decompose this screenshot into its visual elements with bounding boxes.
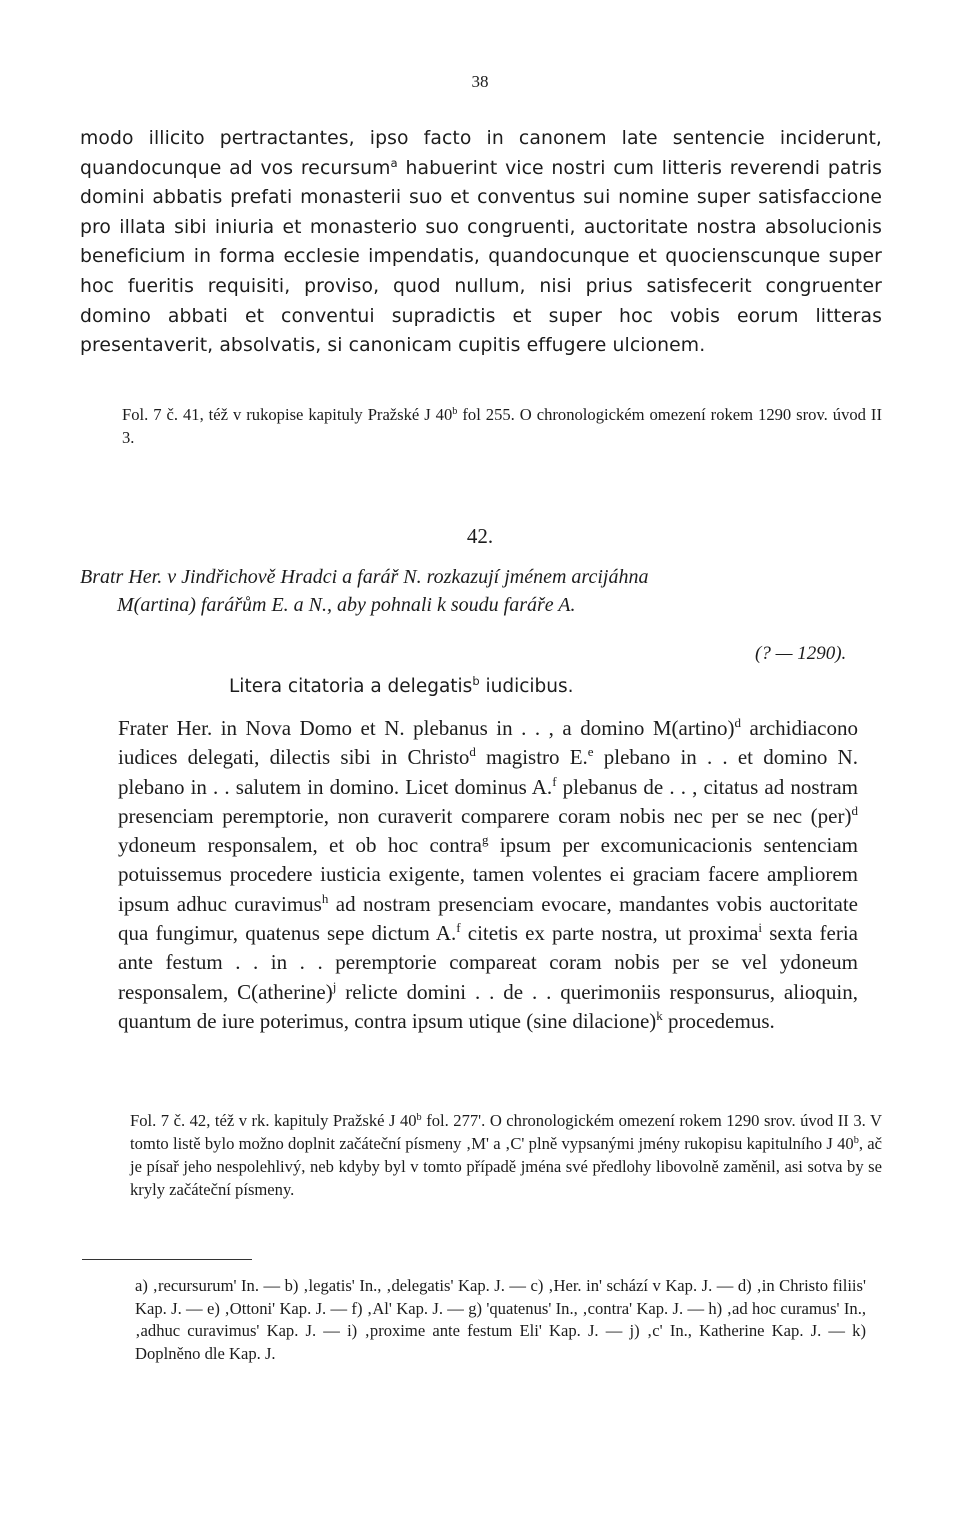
- footnote-marker: i: [758, 920, 763, 936]
- document-text: Frater Her. in Nova Domo et N. plebanus in . . , a domino M(artino)$^d$ archidiacono iudices delegati, dilectis sibi in Christo$^d$ magistro E.$^e$ plebano in . . et domino N. plebano in . . salutem in domino. Licet dominus A.$^f$ plebanus de . . , citatus ad nostram presenciam peremptorie, non curaverit comparere coram nobis nec per se nec (per)$^d$ ydoneum responsalem, et ob hoc contra$^g$ ipsum per excomunicacionis sentenciam potuissemus procedere iusticia exigente, tamen volentes ei graciam facere ampliorem ipsum adhuc curavimus$^h$ ad nostram presenciam evocare, mandantes vobis auctoritate qua fungimur, quatenus sepe dictum A.$^f$ citetis ex parte nostra, ut proxima$^i$ sexta feria ante festum . . in . . peremptorie compareat coram nobis per se vel ydoneum responsalem, C(atherine)$^j$ relicte domini . . de . . querimoniis responsurus, alioquin, quantum de iure poterimus, contra ipsum utique (sine dilacione)$^k$ procedemus.: [118, 715, 858, 1033]
- document-date: (? — 1290).: [755, 643, 847, 664]
- footnote-marker: d: [469, 744, 476, 760]
- footnote-marker: g: [481, 832, 489, 848]
- document-regest: [80, 563, 890, 619]
- regest-line-2: M(artina) farářům E. a N., aby pohnali k soudu faráře A.: [117, 594, 576, 616]
- footnote-marker: f: [456, 920, 461, 936]
- footnote-marker: e: [587, 744, 594, 760]
- body-paragraph-continuation: modo illicito pertractantes, ipso facto in canonem late sentencie inciderunt, quandocunque ad vos recursum$^a$ habuerint vice nostri cum litteris reverendi patris domini abbatis prefati monasterii suo et conventus sui nomine super satisfaccione pro illata sibi iniuria et monasterio suo congruenti, auctoritate nostra absolucionis beneficium in forma ecclesie impendatis, quandocunque et quocienscunque super hoc fueritis requisiti, proviso, quod nullum, nisi prius satisfecerit congruenter domino abbati et conventui supradictis et super hoc vobis eorum litteras presentaverit, absolvatis, si canonicam cupitis effugere ulcionem.: [80, 128, 882, 357]
- footnote-marker: j: [332, 978, 337, 994]
- critical-apparatus: a) ‚recursurum' In. — b) ‚legatis' In., ‚delegatis' Kap. J. — c) ‚Her. in' schází v Kap. J. — d) ‚in Christo filiis' Kap. J. — e) ‚Ottoni' Kap. J. — f) ‚Al' Kap. J. — g) 'quatenus' In., ‚contra' Kap. J. — h) ‚ad hoc curamus' In., ‚adhuc curavimus' Kap. J. — i) ‚proxime ante festum Eli' Kap. J. — j) ‚c' In., Katherine Kap. J. — k) Doplněno dle Kap. J.: [135, 1276, 866, 1363]
- footnote-marker: k: [656, 1008, 663, 1024]
- footnote-marker: d: [734, 715, 742, 731]
- footnote-marker: h: [321, 890, 329, 906]
- document-number: 42.: [466, 524, 494, 548]
- document-heading: Litera citatoria a delegatis$^b$ iudicibus.: [229, 674, 574, 697]
- footnote-marker: d: [851, 803, 858, 819]
- footnote-marker: a: [390, 155, 398, 170]
- regest-line-1: Bratr Her. v Jindřichově Hradci a farář N. rozkazují jménem arcijáhna: [80, 566, 649, 588]
- footnote-marker: b: [472, 674, 480, 689]
- superscript: b: [452, 405, 458, 417]
- footnote-separator: [82, 1259, 252, 1260]
- superscript: b: [416, 1111, 422, 1123]
- source-note-41: Fol. 7 č. 41, též v rukopise kapituly Pražské J 40$^b$ fol 255. O chronologickém omezení rokem 1290 srov. úvod II 3.: [122, 405, 882, 447]
- superscript: b: [853, 1134, 859, 1146]
- footnote-marker: f: [552, 773, 557, 789]
- page-number: 38: [471, 72, 489, 91]
- source-note-42: Fol. 7 č. 42, též v rk. kapituly Pražské J 40$^b$ fol. 277'. O chronologickém omezení rokem 1290 srov. úvod II 3. V tomto listě bylo možno doplnit začáteční písmeny ‚M' a ‚C' plně vypsanými jmény rukopisu kapitulního J 40$^b$, ač je písař jeho nespolehlivý, neb kdyby byl v tomto případě jména své předlohy libovolně zaměnil, asi sotva by se kryly začáteční písmeny.: [130, 1111, 882, 1199]
